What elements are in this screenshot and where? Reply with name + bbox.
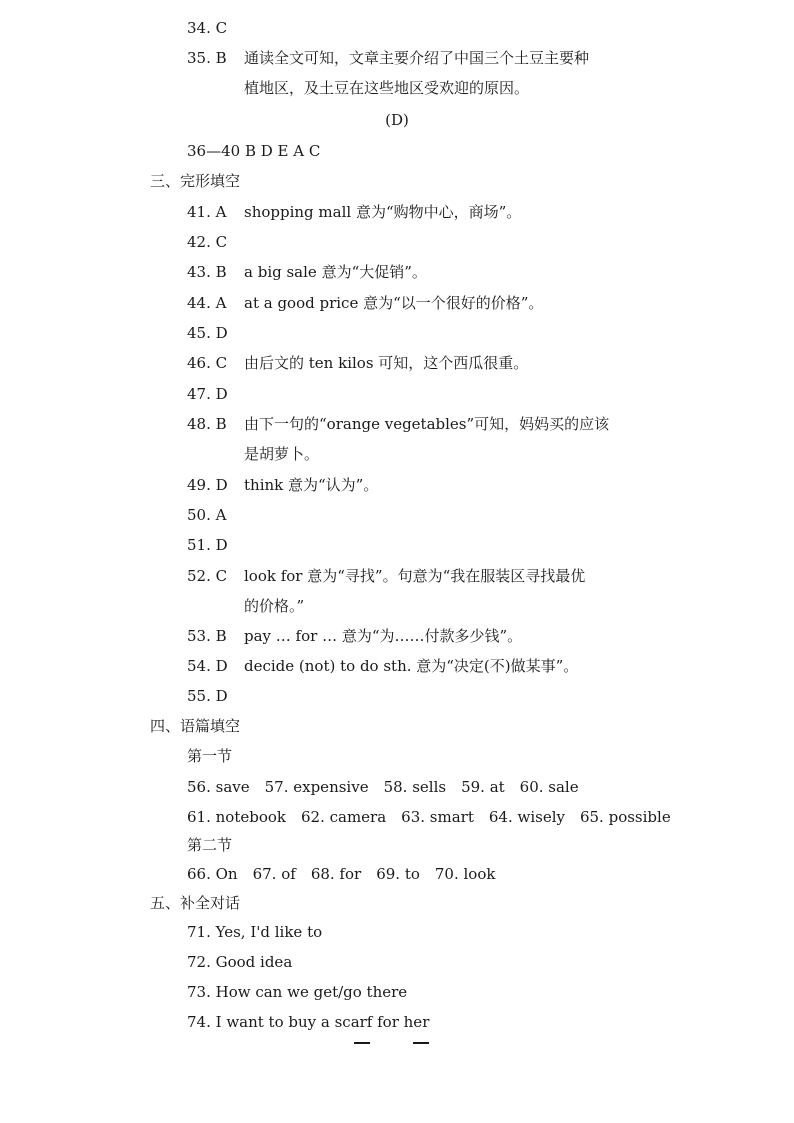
answers-61-65	[187, 807, 686, 827]
answer-explanation: think 意为“认为”。	[244, 476, 379, 494]
answer-47	[187, 384, 244, 404]
fill-answer: 58. sells	[383, 778, 447, 796]
fill-answer: 61. notebook	[187, 808, 286, 826]
answer-number: 54. D	[187, 657, 228, 675]
answer-41	[187, 202, 521, 222]
answer-explanation: decide (not) to do sth. 意为“决定(不)做某事”。	[244, 657, 579, 675]
answer-73: 73. How can we get/go there	[187, 983, 408, 1001]
fill-answer: 56. save	[187, 778, 250, 796]
answer-48	[187, 414, 609, 434]
answer-49	[187, 475, 378, 495]
answer-51	[187, 535, 244, 555]
fill-answer: 60. sale	[519, 778, 579, 796]
answer-number: 34. C	[187, 19, 228, 37]
answers-66-70	[187, 864, 510, 884]
answer-48-continued: 是胡萝卜。	[244, 445, 320, 463]
section-2-title: 第二节	[187, 836, 233, 854]
answer-number: 48. B	[187, 415, 227, 433]
fill-answer: 57. expensive	[264, 778, 369, 796]
answer-72: 72. Good idea	[187, 953, 293, 971]
fill-answer: 68. for	[310, 865, 362, 883]
answer-number: 53. B	[187, 627, 227, 645]
answer-74: 74. I want to buy a scarf for her	[187, 1013, 430, 1031]
answer-35	[187, 48, 589, 68]
answer-explanation: 通读全文可知，文章主要介绍了中国三个土豆主要种	[244, 49, 590, 67]
section-d-title: (D)	[385, 111, 409, 129]
answer-explanation: pay … for … 意为“为……付款多少钱”。	[244, 627, 523, 645]
answer-number: 47. D	[187, 385, 228, 403]
answer-44	[187, 293, 543, 313]
answer-55	[187, 686, 244, 706]
answer-explanation: 由后文的 ten kilos 可知，这个西瓜很重。	[244, 354, 529, 372]
answers-36-40: 36—40 B D E A C	[187, 142, 321, 160]
cloze-heading: 三、完形填空	[150, 172, 241, 190]
answers-56-60	[187, 777, 594, 797]
fill-answer: 70. look	[434, 865, 496, 883]
answer-explanation: 由下一句的“orange vegetables”可知，妈妈买的应该	[244, 415, 610, 433]
section-1-title: 第一节	[187, 747, 233, 765]
answer-52-continued: 的价格。”	[244, 597, 305, 615]
answer-explanation: at a good price 意为“以一个很好的价格”。	[244, 294, 544, 312]
answer-explanation: a big sale 意为“大促销”。	[244, 263, 427, 281]
page-mark-left	[354, 1042, 370, 1044]
answer-54	[187, 656, 578, 676]
answer-34	[187, 18, 244, 38]
answer-number: 41. A	[187, 203, 227, 221]
answer-50	[187, 505, 244, 525]
answer-number: 49. D	[187, 476, 228, 494]
fill-answer: 65. possible	[579, 808, 671, 826]
answer-number: 42. C	[187, 233, 228, 251]
answer-42	[187, 232, 244, 252]
fill-answer: 59. at	[461, 778, 505, 796]
fill-answer: 67. of	[252, 865, 296, 883]
fill-answer: 66. On	[187, 865, 238, 883]
answer-number: 45. D	[187, 324, 228, 342]
page-mark-right	[413, 1042, 429, 1044]
answer-71: 71. Yes, I'd like to	[187, 923, 323, 941]
dialogue-heading: 五、补全对话	[150, 894, 241, 912]
answer-52	[187, 566, 585, 586]
answer-explanation: look for 意为“寻找”。句意为“我在服装区寻找最优	[244, 567, 586, 585]
answer-43	[187, 262, 427, 282]
answer-number: 35. B	[187, 49, 227, 67]
fill-answer: 62. camera	[300, 808, 387, 826]
answer-number: 43. B	[187, 263, 227, 281]
answer-number: 46. C	[187, 354, 228, 372]
fill-answer: 64. wisely	[488, 808, 565, 826]
answer-number: 55. D	[187, 687, 228, 705]
answer-number: 44. A	[187, 294, 227, 312]
answer-number: 50. A	[187, 506, 227, 524]
answer-46	[187, 353, 528, 373]
answer-explanation: shopping mall 意为“购物中心，商场”。	[244, 203, 522, 221]
answer-number: 52. C	[187, 567, 228, 585]
fill-answer: 69. to	[376, 865, 420, 883]
answer-53	[187, 626, 522, 646]
passage-fill-heading: 四、语篇填空	[150, 717, 241, 735]
answer-45	[187, 323, 244, 343]
answer-number: 51. D	[187, 536, 228, 554]
answer-35-continued: 植地区，及土豆在这些地区受欢迎的原因。	[244, 79, 530, 97]
fill-answer: 63. smart	[401, 808, 474, 826]
